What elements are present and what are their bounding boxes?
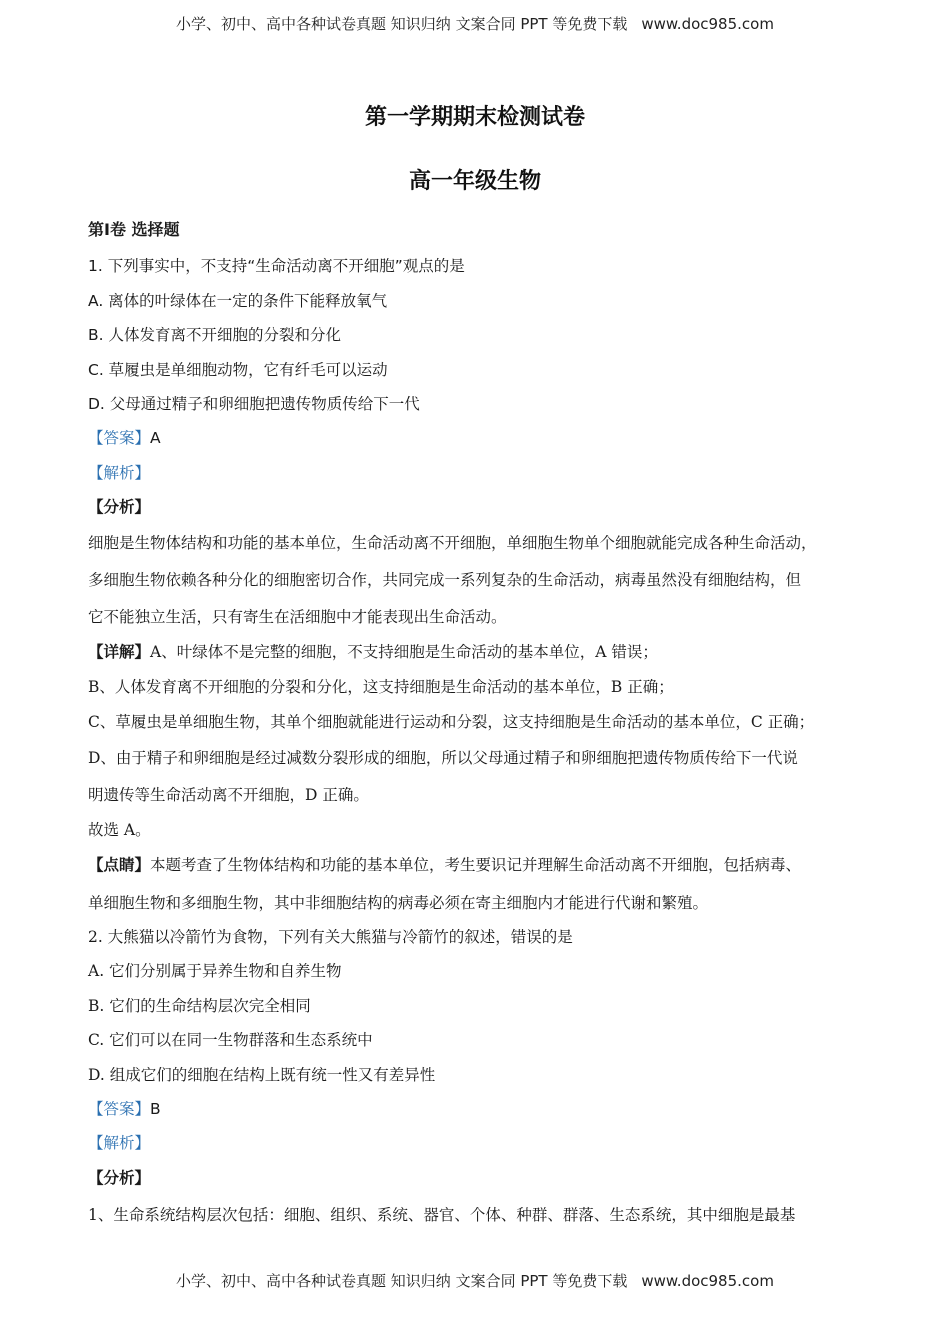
q1-dianjing-line-1 <box>88 855 801 875</box>
page-title: 第一学期期末检测试卷 <box>364 105 585 130</box>
q1-xiangjie-text-1: A、叶绿体不是完整的细胞，不支持细胞是生命活动的基本单位，A 错误； <box>150 643 658 661</box>
header-text: 小学、初中、高中各种试卷真题 知识归纳 文案合同 PPT 等免费下载 <box>176 15 628 33</box>
q1-answer-value: A <box>150 429 161 447</box>
page-header <box>0 13 950 34</box>
q2-fenxi-line-1: 1、生命系统结构层次包括：细胞、组织、系统、器官、个体、种群、群落、生态系统，其中细胞是最基 <box>88 1206 796 1224</box>
q1-answer-tag: 【答案】 <box>88 429 151 447</box>
header-url[interactable]: www.doc985.com <box>641 15 774 33</box>
q2-fenxi-tag: 【分析】 <box>88 1169 151 1187</box>
q1-fenxi-line-3: 它不能独立生活，只有寄生在活细胞中才能表现出生命活动。 <box>88 608 507 626</box>
q1-guxuan: 故选 A。 <box>88 821 151 839</box>
q1-xiangjie-line-2: B、人体发育离不开细胞的分裂和分化，这支持细胞是生命活动的基本单位，B 正确； <box>88 678 674 696</box>
q1-answer <box>88 428 161 448</box>
q2-answer <box>88 1099 161 1119</box>
q1-dianjing-tag: 【点睛】 <box>88 856 151 874</box>
q1-dianjing-line-2: 单细胞生物和多细胞生物，其中非细胞结构的病毒必须在寄主细胞内才能进行代谢和繁殖。 <box>88 894 709 912</box>
q1-option-a: A. 离体的叶绿体在一定的条件下能释放氧气 <box>88 292 388 310</box>
q1-fenxi-tag: 【分析】 <box>88 498 151 516</box>
q1-xiangjie-line-5: 明遗传等生命活动离不开细胞，D 正确。 <box>88 786 369 804</box>
q1-jiexi-tag: 【解析】 <box>88 464 151 482</box>
q2-option-c: C. 它们可以在同一生物群落和生态系统中 <box>88 1031 373 1049</box>
footer-url[interactable]: www.doc985.com <box>641 1272 774 1290</box>
page-footer <box>0 1270 950 1291</box>
page-subtitle: 高一年级生物 <box>408 169 541 194</box>
q1-xiangjie-line-3: C、草履虫是单细胞生物，其单个细胞就能进行运动和分裂，这支持细胞是生命活动的基本单位，C 正确； <box>88 713 815 731</box>
q1-xiangjie-line-1 <box>88 642 658 662</box>
section-heading: 第Ⅰ卷 选择题 <box>88 220 180 239</box>
q2-answer-tag: 【答案】 <box>88 1100 151 1118</box>
q1-option-b: B. 人体发育离不开细胞的分裂和分化 <box>88 326 341 344</box>
q1-fenxi-line-2: 多细胞生物依赖各种分化的细胞密切合作，共同完成一系列复杂的生命活动，病毒虽然没有细胞结构，但 <box>88 571 802 589</box>
q1-option-c: C. 草履虫是单细胞动物，它有纤毛可以运动 <box>88 361 388 379</box>
q2-option-d: D. 组成它们的细胞在结构上既有统一性又有差异性 <box>88 1066 436 1084</box>
q1-xiangjie-line-4: D、由于精子和卵细胞是经过减数分裂形成的细胞，所以父母通过精子和卵细胞把遗传物质传给下一代说 <box>88 749 798 767</box>
q1-option-d: D. 父母通过精子和卵细胞把遗传物质传给下一代 <box>88 395 420 413</box>
q1-stem: 1. 下列事实中，不支持“生命活动离不开细胞”观点的是 <box>88 257 465 275</box>
q2-stem: 2. 大熊猫以冷箭竹为食物，下列有关大熊猫与冷箭竹的叙述，错误的是 <box>88 928 573 946</box>
q1-xiangjie-tag: 【详解】 <box>88 643 151 661</box>
footer-text: 小学、初中、高中各种试卷真题 知识归纳 文案合同 PPT 等免费下载 <box>176 1272 628 1290</box>
q1-fenxi-line-1: 细胞是生物体结构和功能的基本单位，生命活动离不开细胞，单细胞生物单个细胞就能完成各种生命活动， <box>88 534 817 552</box>
q2-option-b: B. 它们的生命结构层次完全相同 <box>88 997 311 1015</box>
q2-answer-value: B <box>150 1100 161 1118</box>
q2-option-a: A. 它们分别属于异养生物和自养生物 <box>88 962 342 980</box>
q2-jiexi-tag: 【解析】 <box>88 1134 151 1152</box>
q1-dianjing-text-1: 本题考查了生物体结构和功能的基本单位，考生要识记并理解生命活动离不开细胞，包括病毒、 <box>150 856 802 874</box>
